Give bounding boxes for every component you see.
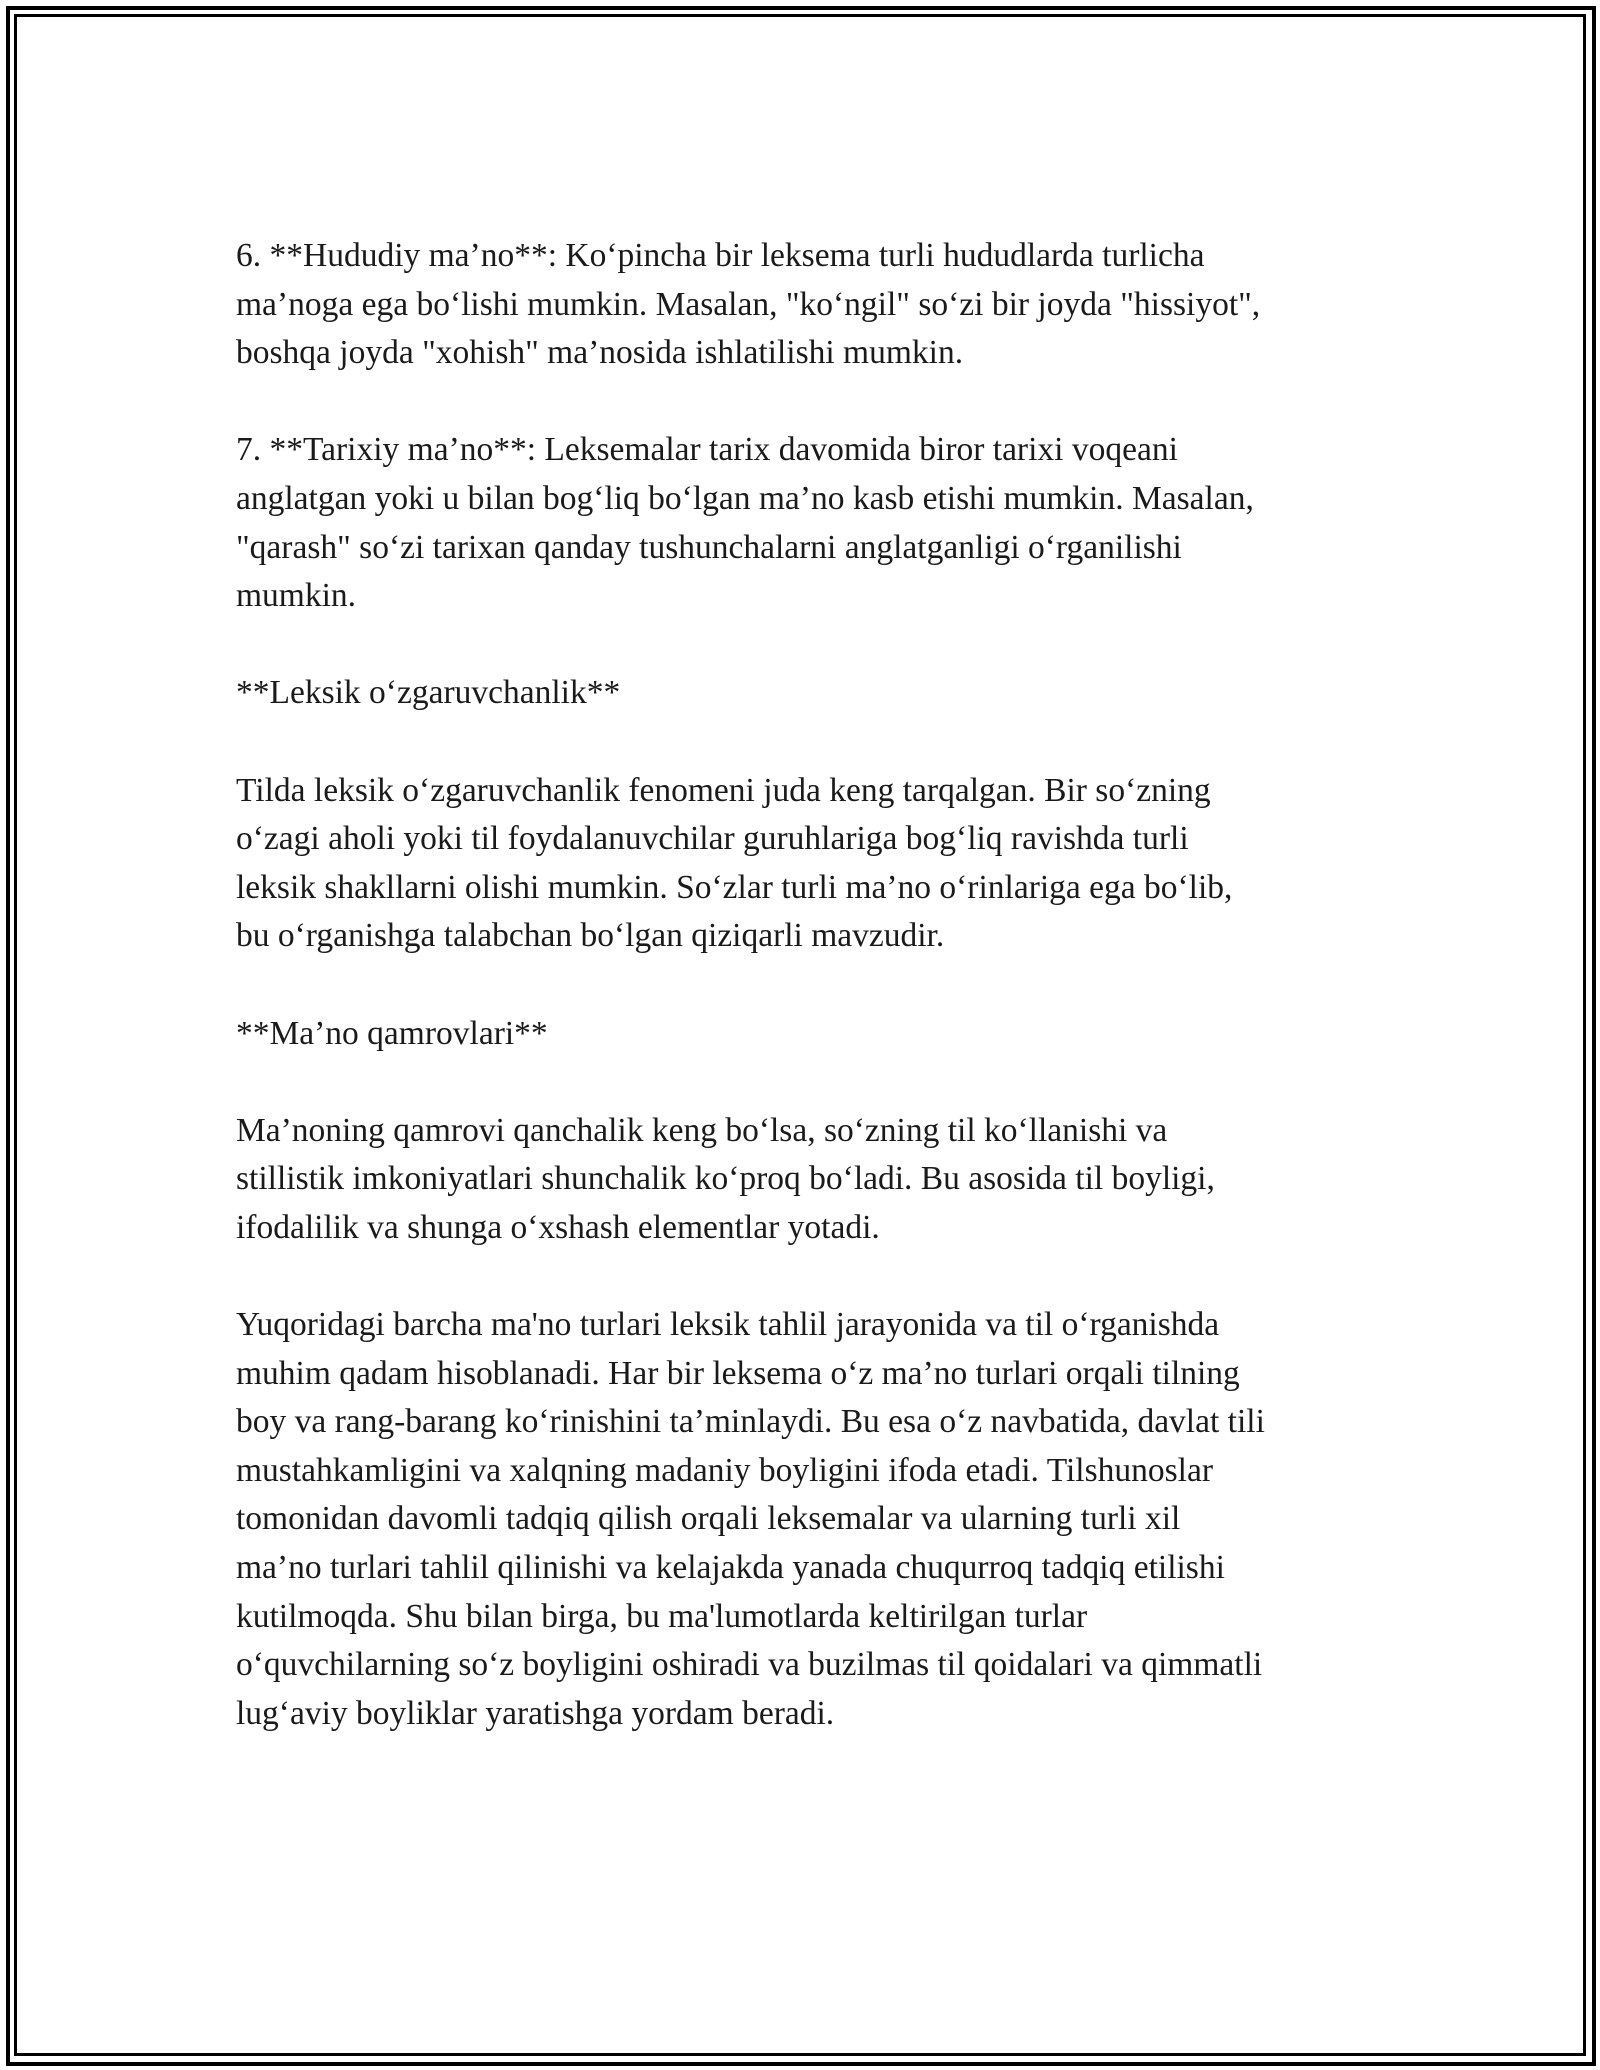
heading-mano-qamrovlari: **Ma’no qamrovlari** bbox=[236, 1014, 548, 1052]
paragraph-conclusion: Yuqoridagi barcha ma'no turlari leksik tahlil jarayonida va til oʻrganishda muhim qadam hisoblanadi. Har bir leksema oʻz ma’no turlari orqali tilning boy va rang-barang koʻrinishini ta’minlaydi. Bu esa oʻz navbatida, davlat tili mustahkamligini va xalqning madaniy boyligini ifoda etadi. Tilshunoslar tomonidan davomli tadqiq qilish orqali leksemalar va ularning turli xil ma’no turlari tahlil qilinishi va kelajakda yanada chuqurroq tadqiq etilishi kutilmoqda. Shu bilan birga, bu ma'lumotlarda keltirilgan turlar oʻquvchilarning soʻz boyligini oshiradi va buzilmas til qoidalari va qimmatli lugʻaviy boyliklar yaratishga yordam beradi. bbox=[236, 1306, 1265, 1732]
document-body bbox=[236, 232, 1386, 1738]
paragraph-hududiy-mano: 6. **Hududiy ma’no**: Koʻpincha bir leksema turli hududlarda turlicha ma’noga ega boʻlishi mumkin. Masalan, "koʻngil" soʻzi bir joyda "hissiyot", boshqa joyda "xohish" ma’nosida ishlatilishi mumkin. bbox=[236, 237, 1261, 372]
paragraph-leksik-ozgaruvchanlik: Tilda leksik oʻzgaruvchanlik fenomeni juda keng tarqalgan. Bir soʻzning oʻzagi aholi yoki til foydalanuvchilar guruhlariga bogʻliq ravishda turli leksik shakllarni olishi mumkin. Soʻzlar turli ma’no oʻrinlariga ega boʻlib, bu oʻrganishga talabchan boʻlgan qiziqarli mavzudir. bbox=[236, 771, 1233, 955]
paragraph-mano-qamrovlari: Ma’noning qamrovi qanchalik keng boʻlsa, soʻzning til koʻllanishi va stillistik imkoniyatlari shunchalik koʻproq boʻladi. Bu asosida til boyligi, ifodalilik va shunga oʻxshash elementlar yotadi. bbox=[236, 1111, 1215, 1246]
heading-leksik-ozgaruvchanlik: **Leksik oʻzgaruvchanlik** bbox=[236, 674, 621, 712]
paragraph-tarixiy-mano: 7. **Tarixiy ma’no**: Leksemalar tarix davomida biror tarixi voqeani anglatgan yoki u bilan bogʻliq boʻlgan ma’no kasb etishi mumkin. Masalan, "qarash" soʻzi tarixan qanday tushunchalarni anglatganligi oʻrganilishi mumkin. bbox=[236, 431, 1254, 615]
